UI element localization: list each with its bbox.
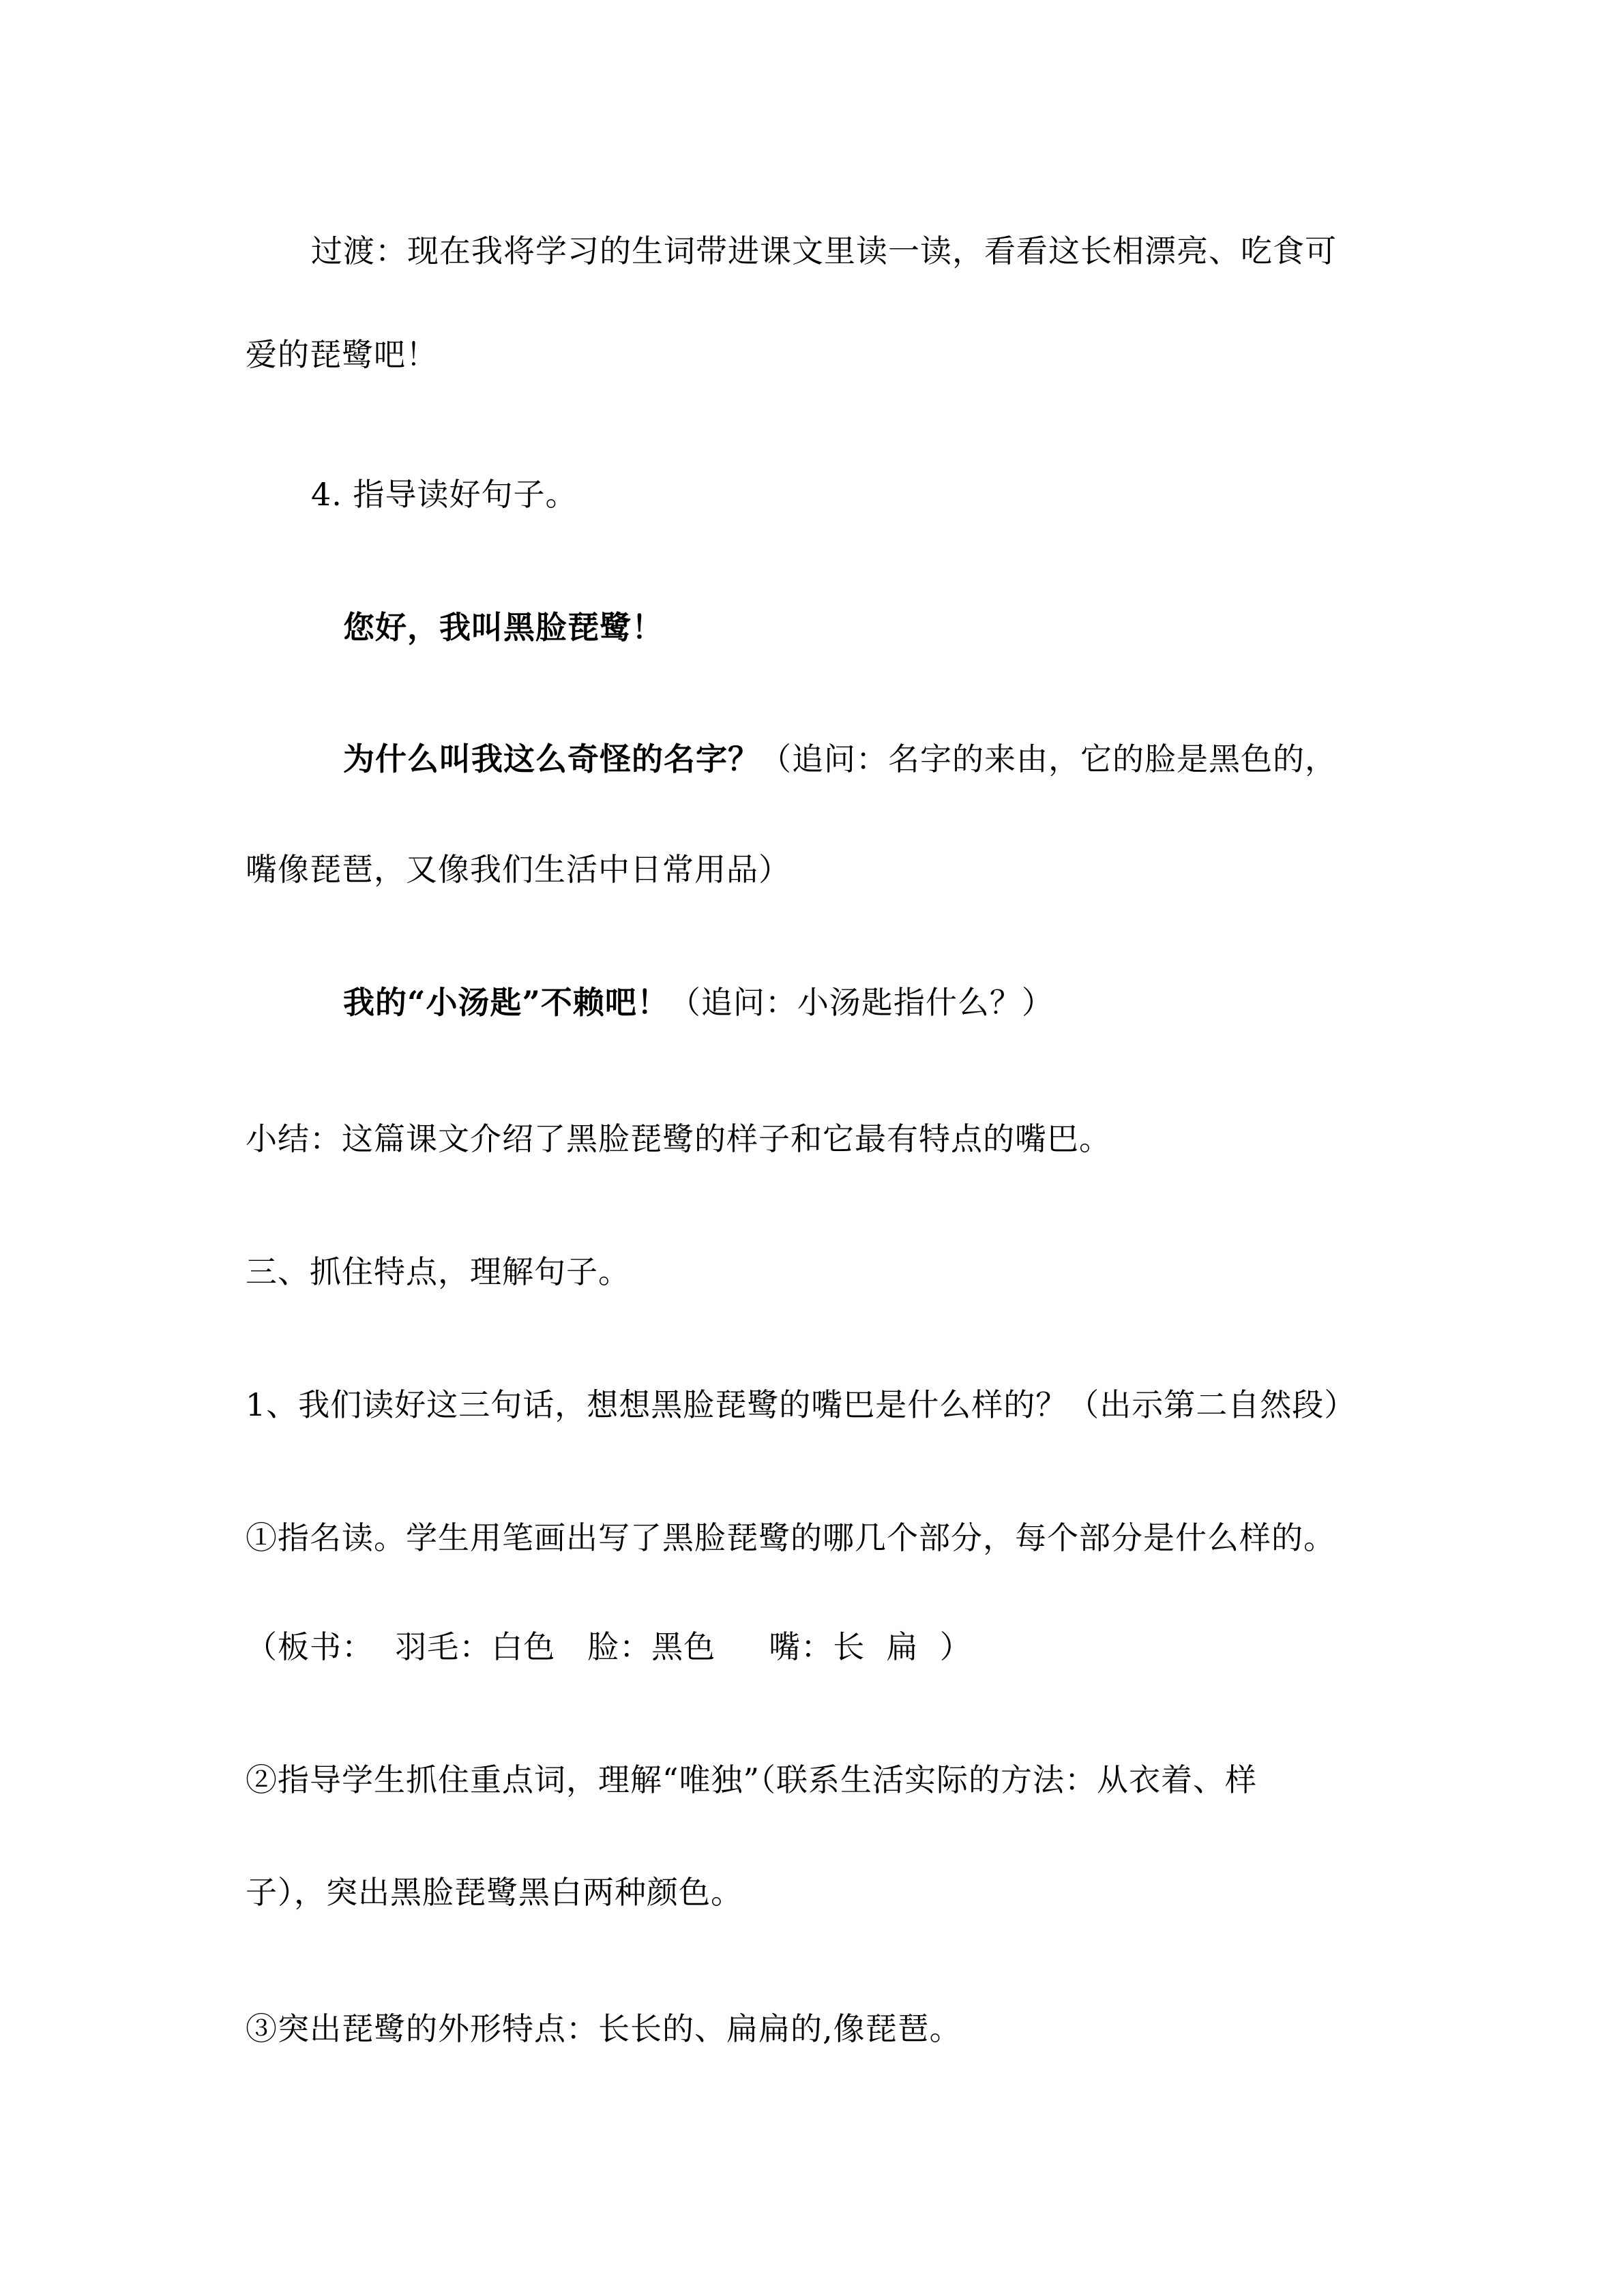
text-span: 1、我们读好这三句话，想想黑脸琵鹭的嘴巴是什么样的？（出示第二自然段） [246,1386,1357,1423]
item-circled-2-line-2 [246,1872,743,1913]
text-span: 嘴像琵琶，又像我们生活中日常用品） [246,851,791,888]
bold-sentence: 为什么叫我这么奇怪的名字？ [343,741,760,777]
board-notes-line [246,1626,972,1667]
section-3-heading [246,1251,630,1292]
text-span: ③突出琵鹭的外形特点：长长的、扁扁的,像琵琶。 [246,2010,962,2047]
text-span: 您好，我叫黑脸琵鹭！ [343,609,664,646]
sentence-spoon [343,982,1054,1023]
sentence-greeting [343,607,664,648]
sentence-name-question-line-2 [246,849,791,890]
followup-question: （追问：名字的来由，它的脸是黑色的， [760,741,1337,777]
text-span: 过渡：现在我将学习的生词带进课文里读一读，看看这长相漂亮、吃食可 [311,233,1337,269]
step-4-heading [311,474,578,515]
item-1-line [246,1384,1356,1425]
followup-question: （追问：小汤匙指什么？） [668,984,1054,1021]
bold-sentence: 我的“小汤匙”不赖吧！ [343,984,669,1021]
text-span: （板书： 羽毛：白色 脸：黑色 嘴：长 扁 ） [246,1628,972,1665]
summary-line [246,1118,1111,1159]
text-span: 4. 指导读好句子。 [311,476,578,513]
text-span: 爱的琵鹭吧！ [246,336,438,373]
item-circled-2-line-1 [246,1759,1257,1800]
sentence-name-question-line-1 [343,739,1337,779]
item-circled-1-line [246,1517,1335,1558]
paragraph-transition-line-1 [311,230,1337,271]
text-span: ②指导学生抓住重点词，理解“唯独”（联系生活实际的方法：从衣着、样 [246,1761,1258,1798]
item-circled-3-line [246,2008,962,2049]
text-span: ①指名读。学生用笔画出写了黑脸琵鹭的哪几个部分，每个部分是什么样的。 [246,1519,1335,1556]
text-span: 三、抓住特点，理解句子。 [246,1253,630,1290]
paragraph-transition-line-2 [246,334,438,375]
text-span: 子），突出黑脸琵鹭黑白两种颜色。 [246,1874,743,1911]
text-span: 小结：这篇课文介绍了黑脸琵鹭的样子和它最有特点的嘴巴。 [246,1120,1111,1157]
